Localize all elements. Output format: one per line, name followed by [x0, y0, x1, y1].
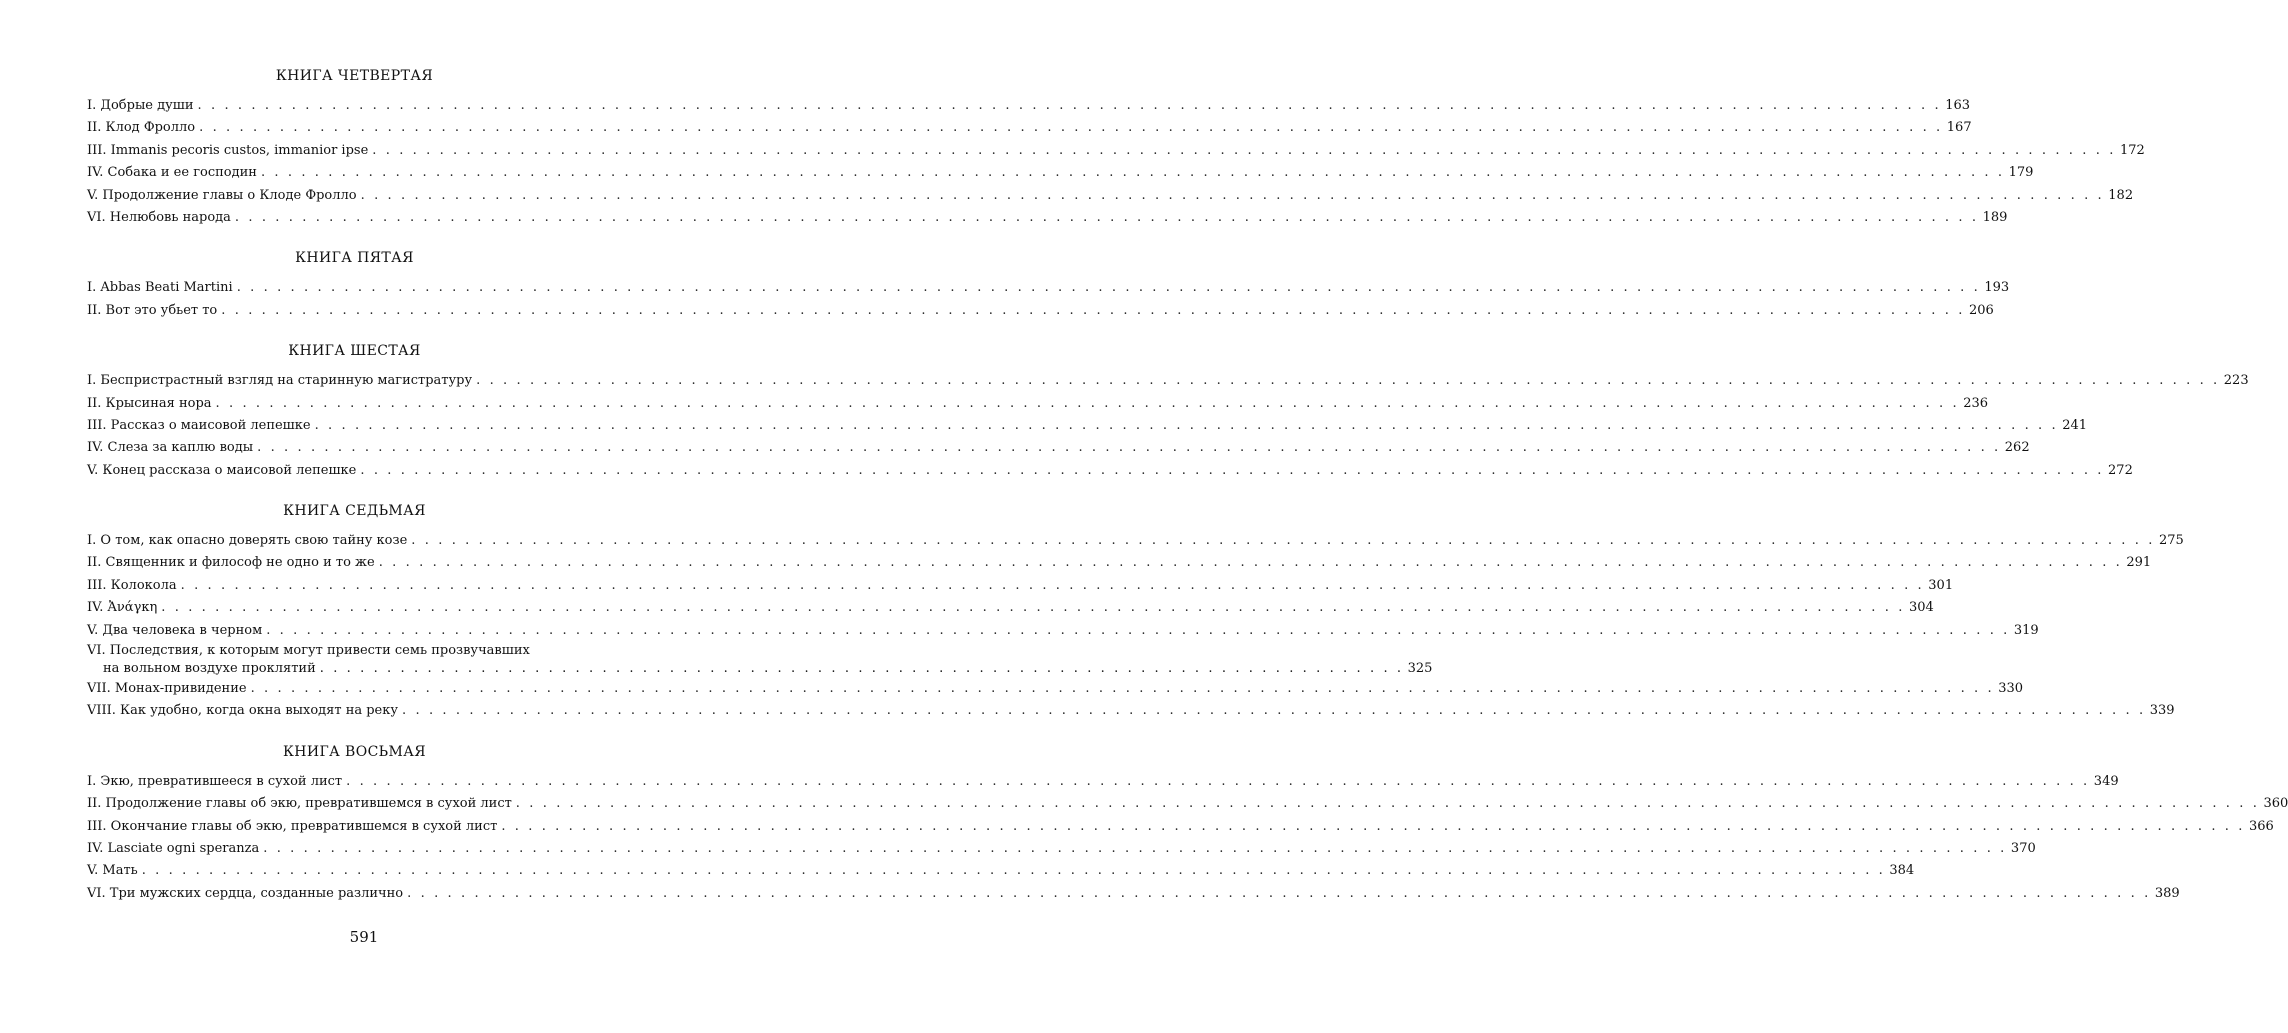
toc-entry[interactable]	[87, 460, 2133, 482]
toc-entry[interactable]	[87, 393, 1989, 415]
entry-page: 291	[2126, 555, 2152, 571]
entry-title: IV. Собака и ее господин	[87, 165, 257, 181]
section-entries	[87, 530, 2184, 723]
section-entries	[87, 95, 2145, 229]
toc-entry[interactable]	[87, 117, 1972, 139]
dot-leader	[361, 185, 2105, 207]
toc-entry[interactable]	[87, 162, 2034, 184]
dot-leader	[142, 860, 1886, 882]
entry-title: IV. Ἀνάγκη	[87, 600, 158, 616]
entry-title: II. Клод Фролло	[87, 120, 196, 136]
entry-page: 189	[1982, 209, 2008, 225]
entry-page: 206	[1968, 302, 1994, 318]
toc-section	[87, 248, 2010, 322]
section-title: КНИГА ПЯТАЯ	[295, 250, 414, 267]
dot-leader	[407, 883, 2151, 905]
entry-continuation	[87, 659, 1433, 679]
toc-entry[interactable]	[87, 678, 2024, 700]
dot-leader	[235, 207, 1979, 229]
entry-title: III. Immanis pecoris custos, immanior ipse	[87, 142, 369, 158]
dot-leader	[251, 678, 1995, 700]
toc-entry[interactable]	[87, 700, 2175, 722]
dot-leader	[379, 552, 2123, 574]
toc-entry[interactable]	[87, 575, 1954, 597]
entry-page: 319	[2013, 622, 2039, 638]
section-title: КНИГА ЧЕТВЕРТАЯ	[275, 68, 434, 84]
dot-leader	[372, 140, 2116, 162]
entry-page: 339	[2149, 703, 2175, 719]
dot-leader	[221, 300, 1965, 322]
section-entries	[87, 277, 2010, 322]
entry-title: II. Вот это убьет то	[87, 302, 218, 318]
entry-title: V. Мать	[87, 863, 138, 879]
toc-entry[interactable]	[87, 883, 2180, 905]
toc-entry[interactable]	[87, 415, 2088, 437]
entry-title: V. Два человека в черном	[87, 622, 263, 638]
toc-entry[interactable]	[87, 300, 1994, 322]
toc-entry[interactable]	[87, 437, 2030, 459]
entry-title: IV. Слеза за каплю воды	[87, 440, 254, 456]
entry-title: I. О том, как опасно доверять свою тайну козе	[87, 533, 408, 549]
entry-title: VII. Монах-привидение	[87, 681, 247, 697]
section-title: КНИГА ВОСЬМАЯ	[283, 743, 426, 760]
toc-entry[interactable]	[87, 552, 2152, 574]
dot-leader	[266, 620, 2010, 642]
toc-entry-multiline[interactable]	[87, 642, 1433, 678]
entry-page: 179	[2008, 165, 2034, 181]
entry-title: V. Конец рассказа о маисовой лепешке	[87, 462, 357, 478]
section-title: КНИГА ШЕСТАЯ	[288, 343, 421, 360]
entry-page: 304	[1908, 600, 1934, 616]
toc-entry[interactable]	[87, 530, 2184, 552]
toc-section	[87, 66, 2145, 229]
toc-entry[interactable]	[87, 597, 1934, 619]
toc-entry[interactable]	[87, 140, 2145, 162]
dot-leader	[320, 659, 1404, 679]
entry-title: V. Продолжение главы о Клоде Фролло	[87, 187, 357, 203]
entry-page: 275	[2158, 533, 2184, 549]
section-entries	[87, 370, 2249, 482]
entry-title: II. Продолжение главы об экю, превратившемся в сухой лист	[87, 796, 512, 812]
toc-entry[interactable]	[87, 207, 2008, 229]
page-number: 591	[349, 928, 379, 946]
entry-title: VI. Три мужских сердца, созданные различно	[87, 885, 404, 901]
entry-page: 370	[2010, 840, 2036, 856]
entry-title: VI. Нелюбовь народа	[87, 209, 231, 225]
entry-page: 182	[2108, 187, 2134, 203]
toc-section	[87, 742, 2288, 905]
toc-entry[interactable]	[87, 816, 2274, 838]
dot-leader	[516, 793, 2260, 815]
entry-page: 360	[2263, 796, 2288, 812]
toc-entry[interactable]	[87, 771, 2119, 793]
entry-title: VIII. Как удобно, когда окна выходят на реку	[87, 703, 399, 719]
entry-title: II. Крысиная нора	[87, 395, 212, 411]
dot-leader	[360, 460, 2104, 482]
entry-title: I. Беспристрастный взгляд на старинную магистратуру	[87, 373, 473, 389]
entry-title: III. Рассказ о маисовой лепешке	[87, 417, 311, 433]
entry-title: IV. Lasciate ogni speranza	[87, 840, 260, 856]
entry-page: 193	[1984, 280, 2010, 296]
entry-title-continuation: на вольном воздухе проклятий	[103, 661, 316, 677]
entry-page: 366	[2249, 818, 2274, 834]
entry-page: 301	[1928, 577, 1954, 593]
dot-leader	[181, 575, 1925, 597]
dot-leader	[346, 771, 2090, 793]
toc-section	[87, 341, 2249, 482]
toc-entry[interactable]	[87, 277, 2010, 299]
entry-page: 163	[1945, 98, 1971, 113]
toc-entry[interactable]	[87, 185, 2134, 207]
dot-leader	[216, 393, 1960, 415]
dot-leader	[402, 700, 2146, 722]
dot-leader	[237, 277, 1981, 299]
dot-leader	[199, 117, 1943, 139]
toc-entry[interactable]	[87, 838, 2036, 860]
toc-entry[interactable]	[87, 620, 2039, 642]
entry-page: 167	[1946, 120, 1972, 136]
entry-title: VI. Последствия, к которым могут привести семь прозвучавших	[87, 643, 530, 659]
dot-leader	[411, 530, 2155, 552]
entry-page: 349	[2093, 773, 2119, 789]
toc-section	[87, 501, 2184, 723]
toc-entry[interactable]	[87, 860, 1915, 882]
dot-leader	[198, 95, 1942, 117]
toc-entry[interactable]	[87, 793, 2288, 815]
dot-leader	[315, 415, 2059, 437]
entry-title: III. Окончание главы об экю, превратившемся в сухой лист	[87, 818, 498, 834]
entry-page: 223	[2223, 373, 2249, 389]
entry-title: II. Священник и философ не одно и то же	[87, 555, 375, 571]
entry-title: I. Abbas Beati Martini	[87, 280, 233, 296]
entry-page: 325	[1407, 661, 1433, 677]
dot-leader	[263, 838, 2007, 860]
entry-page: 262	[2004, 440, 2030, 456]
entry-page: 172	[2119, 142, 2145, 158]
entry-page: 241	[2062, 417, 2088, 433]
entry-title: I. Добрые души	[87, 98, 194, 113]
dot-leader	[257, 437, 2001, 459]
entry-page: 384	[1889, 863, 1915, 879]
entry-page: 389	[2154, 885, 2180, 901]
entry-page: 330	[1998, 681, 2024, 697]
toc-entry[interactable]	[87, 95, 1971, 117]
dot-leader	[161, 597, 1905, 619]
table-of-contents	[87, 66, 2288, 924]
entry-page: 236	[1963, 395, 1989, 411]
toc-entry[interactable]	[87, 370, 2249, 392]
entry-title: I. Экю, превратившееся в сухой лист	[87, 773, 343, 789]
dot-leader	[476, 370, 2220, 392]
entry-title: III. Колокола	[87, 577, 177, 593]
dot-leader	[261, 162, 2005, 184]
dot-leader	[501, 816, 2245, 838]
section-title: КНИГА СЕДЬМАЯ	[283, 503, 426, 520]
entry-page: 272	[2108, 462, 2133, 478]
section-entries	[87, 771, 2288, 905]
